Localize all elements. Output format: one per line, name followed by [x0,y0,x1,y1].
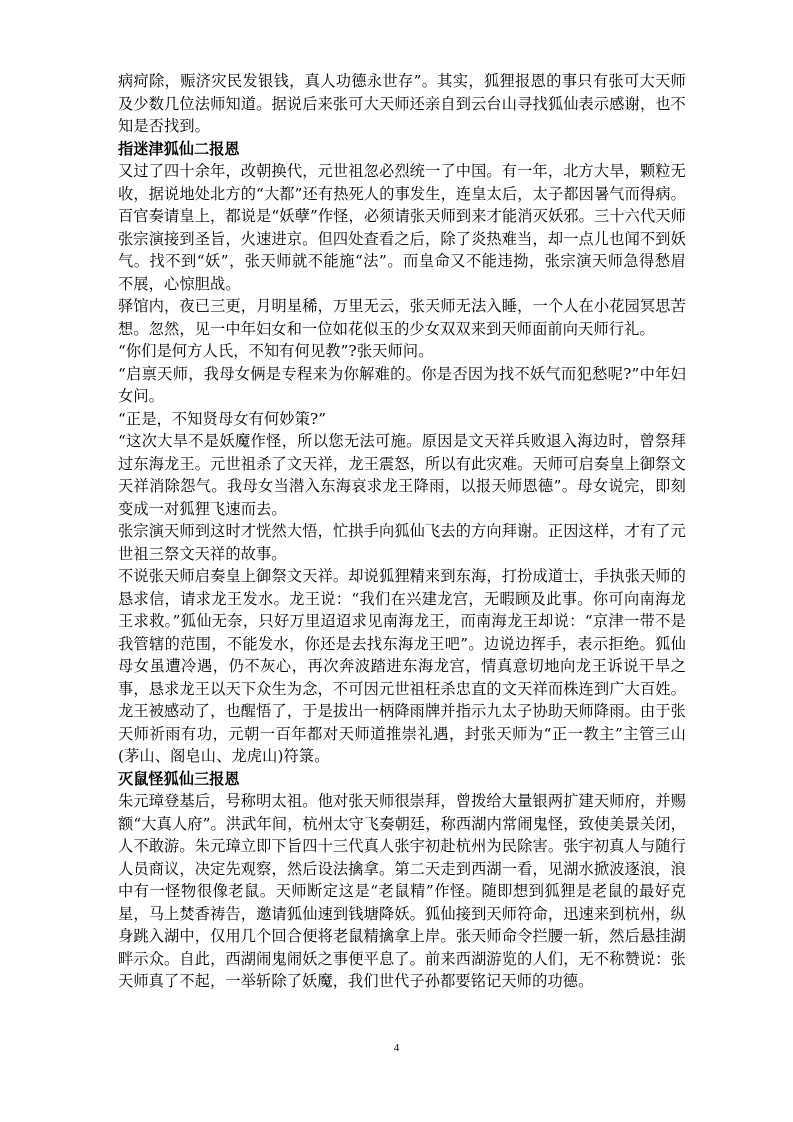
paragraph: 朱元璋登基后，号称明太祖。他对张天师很崇拜，曾拨给大量银两扩建天师府，并赐额“大真人府”。洪武年间，杭州太守飞奏朝廷，称西湖内常闹鬼怪，致使美景关闭，人不敢游。朱元璋立即下旨四十三代真人张宇初赴杭州为民除害。张宇初真人与随行人员商议，决定先观察，然后设法擒拿。第二天走到西湖一看，见湖水掀波逐浪，浪中有一怪物很像老鼠。天师断定这是“老鼠精”作怪。随即想到狐狸是老鼠的最好克星，马上焚香祷告，邀请狐仙速到钱塘降妖。狐仙接到天师符命，迅速来到杭州，纵身跳入湖中，仅用几个回合便将老鼠精擒拿上岸。张天师命令拦腰一斩，然后悬挂湖畔示众。自此，西湖闹鬼闹妖之事便平息了。前来西湖游览的人们，无不称赞说：张天师真了不起，一举斩除了妖魔，我们世代子孙都要铭记天师的功德。 [118,792,686,990]
document-body [118,70,686,993]
section-heading: 灭鼠怪狐仙三报恩 [118,769,240,788]
paragraph: 又过了四十余年，改朝换代，元世祖忽必烈统一了中国。有一年，北方大旱，颗粒无收，据说地处北方的“大都”还有热死人的事发生，连皇太后，太子都因暑气而得病。百官奏请皇上，都说是“妖孽”作怪，必须请张天师到来才能消灭妖邪。三十六代天师张宗演接到圣旨，火速进京。但四处查看之后，除了炎热难当，却一点儿也闻不到妖气。找不到“妖”，张天师就不能施“法”。而皇命又不能违拗，张宗演天师急得愁眉不展，心惊胆战。 [118,162,686,293]
paragraph: 张宗演天师到这时才恍然大悟，忙拱手向狐仙飞去的方向拜谢。正因这样，才有了元世祖三祭文天祥的故事。 [118,522,686,563]
paragraph: “你们是何方人氏，不知有何见教”?张天师问。 [118,342,434,360]
page-number: 4 [393,1042,400,1054]
paragraph: 驿馆内，夜已三更，月明星稀，万里无云，张天师无法入睡，一个人在小花园冥思苦想。忽然，见一中年妇女和一位如花似玉的少女双双来到天师面前向天师行礼。 [118,297,686,338]
paragraph: “正是，不知贤母女有何妙策?” [118,409,327,428]
paragraph: “这次大旱不是妖魔作怪，所以您无法可施。原因是文天祥兵败退入海边时，曾祭拜过东海龙王。元世祖杀了文天祥，龙王震怒，所以有此灾难。天师可启奏皇上御祭文天祥消除怨气。我母女当潜入东海哀求龙王降雨，以报天师恩德”。母女说完，即刻变成一对狐狸飞速而去。 [118,432,686,518]
paragraph: 不说张天师启奏皇上御祭文天祥。却说狐狸精来到东海，打扮成道士，手执张天师的恳求信，请求龙王发水。龙王说：“我们在兴建龙宫，无暇顾及此事。你可向南海龙王求救。”狐仙无奈，只好万里迢迢求见南海龙王，而南海龙王却说：“京津一带不是我管辖的范围，不能发水，你还是去找东海龙王吧”。边说边挥手，表示拒绝。狐仙母女虽遭冷遇，仍不灰心，再次奔波踏进东海龙宫，情真意切地向龙王诉说干旱之事，恳求龙王以天下众生为念，不可因元世祖枉杀忠直的文天祥而株连到广大百姓。龙王被感动了，也醒悟了，于是拔出一柄降雨牌并指示九太子协助天师降雨。由于张天师祈雨有功，元朝一百年都对天师道推崇礼遇，封张天师为“正一教主”主管三山(茅山、阁皂山、龙虎山)符箓。 [118,567,686,765]
paragraph: “启禀天师，我母女俩是专程来为你解难的。你是否因为找不妖气而犯愁呢?”中年妇女问。 [118,364,686,405]
section-heading: 指迷津狐仙二报恩 [118,139,240,158]
paragraph: 病疴除，赈济灾民发银钱，真人功德永世存”。其实，狐狸报恩的事只有张可大天师及少数几位法师知道。据说后来张可大天师还亲自到云台山寻找狐仙表示感谢，也不知是否找到。 [118,72,686,135]
